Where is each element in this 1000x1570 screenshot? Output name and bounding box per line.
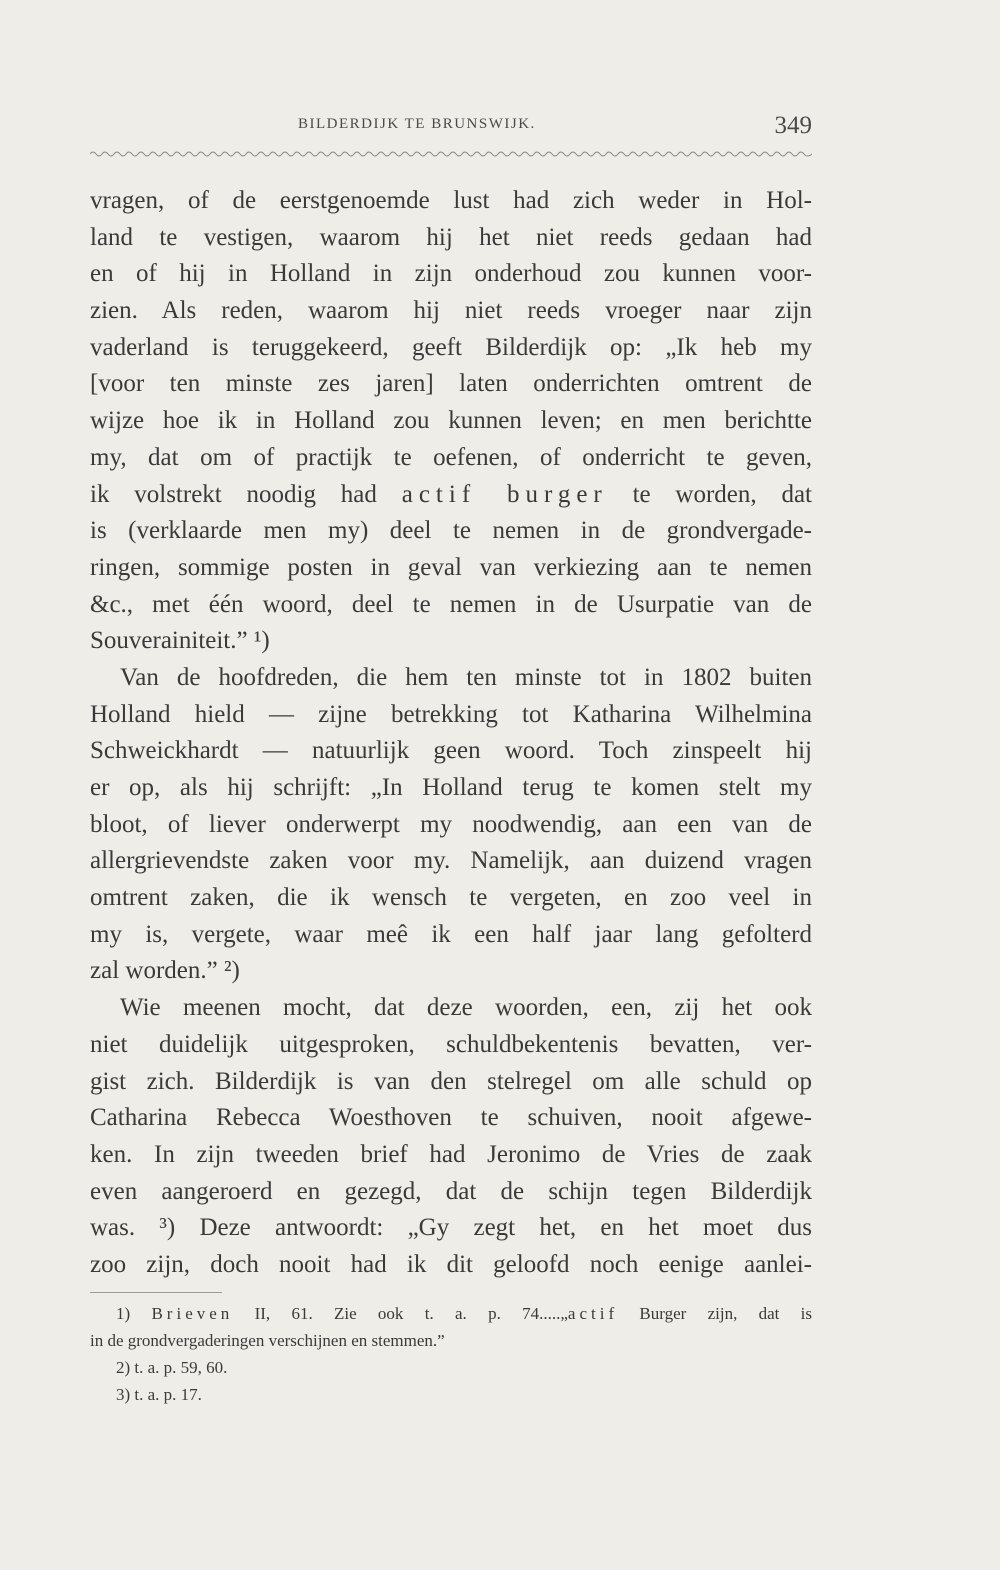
footnotes: [90, 1300, 812, 1408]
footnote-spaced-title: Brieven: [151, 1304, 234, 1323]
body-line: [voor ten minste zes jaren] laten onderrichten omtrent de: [90, 370, 812, 398]
body-line: ringen, sommige posten in geval van verkiezing aan te nemen: [90, 553, 812, 581]
body-line-part: te worden, dat: [632, 480, 812, 508]
body-line: vaderland is teruggekeerd, geeft Bilderdijk op: „Ik heb my: [90, 333, 812, 361]
body-line: vragen, of de eerstgenoemde lust had zich weder in Hol-: [90, 187, 812, 214]
body-line: er op, als hij schrijft: „In Holland terug te komen stelt my: [90, 774, 812, 801]
body-line: [90, 477, 812, 514]
body-line: even aangeroerd en gezegd, dat de schijn tegen Bilderdijk: [90, 1177, 812, 1205]
body-line: Van de hoofdreden, die hem ten minste tot in 1802 buiten: [120, 663, 812, 691]
body-line: ken. In zijn tweeden brief had Jeronimo de Vries de zaak: [90, 1140, 812, 1168]
footnote-text: II, 61. Zie ook t. a. p. 74.....„: [254, 1304, 568, 1323]
body-line: land te vestigen, waarom hij het niet reeds gedaan had: [90, 223, 812, 251]
body-line: is (verklaarde men my) deel te nemen in de grondvergade-: [90, 517, 812, 545]
footnote-1: [90, 1300, 812, 1327]
body-line: Wie meenen mocht, dat deze woorden, een, zij het ook: [120, 994, 812, 1022]
body-line: Catharina Rebecca Woesthoven te schuiven, nooit afgewe-: [90, 1104, 812, 1132]
body-line: en of hij in Holland in zijn onderhoud zou kunnen voor-: [90, 260, 812, 288]
body-line: &c., met één woord, deel te nemen in de Usurpatie van de: [90, 590, 812, 618]
body-line: allergrievendste zaken voor my. Namelijk, aan duizend vragen: [90, 847, 812, 875]
body-line: Souverainiteit.” ¹): [90, 627, 270, 655]
footnote-spaced-word: actif: [567, 1304, 619, 1323]
footnote-1-cont: in de grondvergaderingen verschijnen en stemmen.”: [90, 1331, 445, 1350]
body-line: Holland hield — zijne betrekking tot Katharina Wilhelmina: [90, 700, 812, 728]
footnote-2: 2) t. a. p. 59, 60.: [116, 1358, 228, 1377]
body-line: omtrent zaken, die ik wensch te vergeten, en zoo veel in: [90, 884, 812, 912]
emphasis-spaced: actif burger: [401, 480, 608, 508]
body-line: zien. Als reden, waarom hij niet reeds vroeger naar zijn: [90, 297, 812, 325]
body-line: zal worden.” ²): [90, 957, 240, 985]
body-line: bloot, of liever onderwerpt my noodwendig, aan een van de: [90, 810, 812, 838]
body-line: my is, vergete, waar meê ik een half jaar lang gefolterd: [90, 920, 812, 948]
footnote-text: Burger zijn, dat is: [639, 1304, 813, 1323]
body-line: gist zich. Bilderdijk is van den stelregel om alle schuld op: [90, 1067, 812, 1095]
body-text: [90, 183, 812, 1284]
body-line: was. ³) Deze antwoordt: „Gy zegt het, en het moet dus: [90, 1214, 812, 1242]
body-line: niet duidelijk uitgesproken, schuldbekentenis bevatten, ver-: [90, 1030, 812, 1058]
body-line-part: ik volstrekt noodig had: [90, 480, 377, 508]
page-header: [90, 112, 812, 148]
footnote-separator: [90, 1292, 222, 1293]
body-line: zoo zijn, doch nooit had ik dit geloofd noch eenige aanlei-: [90, 1250, 812, 1278]
page-number: 349: [774, 112, 812, 139]
body-line: Schweickhardt — natuurlijk geen woord. Toch zinspeelt hij: [90, 737, 812, 765]
running-title: BILDERDIJK TE BRUNSWIJK.: [298, 116, 536, 132]
footnote-3: 3) t. a. p. 17.: [116, 1385, 202, 1404]
wavy-header-rule: [90, 148, 812, 160]
footnote-marker: 1): [116, 1304, 131, 1323]
body-line: my, dat om of practijk te oefenen, of onderricht te geven,: [90, 443, 812, 471]
body-line: wijze hoe ik in Holland zou kunnen leven; en men berichtte: [90, 407, 812, 435]
